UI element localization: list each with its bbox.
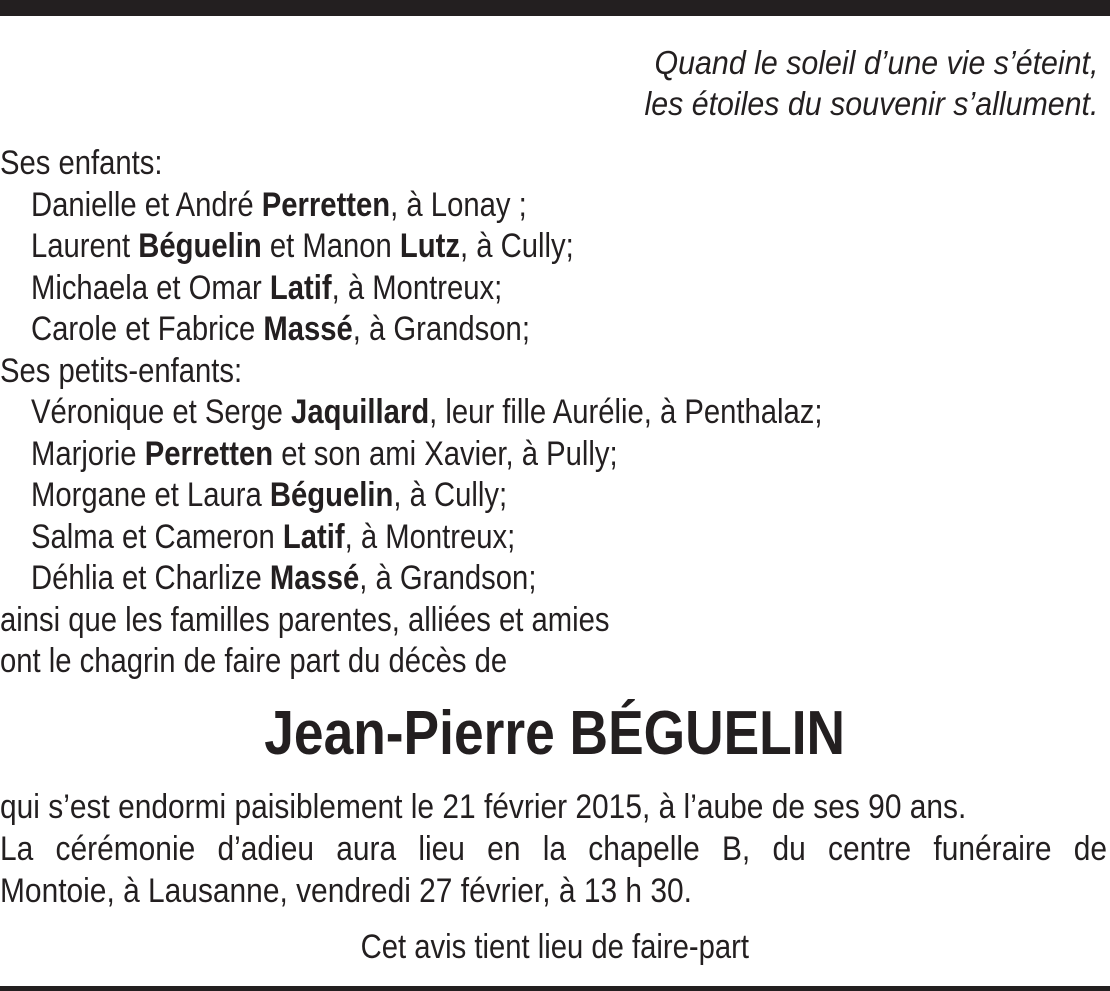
quote-line-2: les étoiles du souvenir s’allument. [644, 85, 1098, 122]
family-name: Latif [269, 268, 332, 307]
list-item [0, 309, 955, 351]
list-item-text: Laurent [30, 227, 139, 265]
list-item-text: , à Grandson; [352, 310, 530, 348]
deceased-name [0, 692, 1110, 776]
list-item-text: , à Grandson; [359, 559, 537, 597]
family-name: Béguelin [269, 476, 394, 514]
announce-line: ont le chagrin de faire part du décès de [0, 642, 508, 680]
list-item [0, 268, 955, 310]
list-item [0, 185, 955, 227]
list-item [0, 475, 955, 517]
family-name: Jaquillard [291, 393, 430, 431]
children-heading: Ses enfants: [0, 144, 163, 182]
list-item [0, 434, 955, 476]
family-name: Perretten [144, 434, 274, 473]
list-item-text: et son ami Xavier, à Pully; [273, 434, 618, 473]
list-item-text: , à Lonay ; [390, 185, 527, 224]
family-list [0, 143, 1110, 683]
list-item-text: Salma et Cameron [30, 517, 283, 556]
family-name: Lutz [399, 227, 460, 265]
list-item-text: Carole et Fabrice [30, 310, 264, 348]
families-line: ainsi que les familles parentes, alliées et amies [0, 600, 610, 639]
list-item-text: Danielle et André [30, 185, 262, 224]
list-item [0, 558, 955, 600]
deceased-name-text: Jean-Pierre BÉGUELIN [264, 699, 846, 768]
list-item-text: Véronique et Serge [30, 393, 292, 431]
list-item-text: , à Montreux; [331, 268, 503, 307]
list-item [0, 517, 955, 559]
epigraph-quote [644, 42, 1098, 124]
paragraph-line-2: La cérémonie d’adieu aura lieu en la chapelle B, du centre funéraire de [0, 830, 1108, 868]
list-item-text: Michaela et Omar [30, 268, 270, 307]
family-name: Perretten [261, 185, 391, 224]
paragraph-line-1: qui s’est endormi paisiblement le 21 février 2015, à l’aube de ses 90 ans. [0, 788, 967, 826]
family-name: Massé [263, 310, 353, 348]
family-name: Béguelin [138, 227, 262, 265]
list-item-text: , à Montreux; [344, 517, 516, 556]
footer-text: Cet avis tient lieu de faire-part [360, 928, 750, 966]
quote-line-1: Quand le soleil d’une vie s’éteint, [654, 44, 1098, 81]
footer-note [0, 926, 1110, 968]
family-name: Latif [282, 517, 345, 556]
list-item-text: , à Cully; [459, 227, 574, 265]
paragraph-line-3: Montoie, à Lausanne, vendredi 27 février, à 13 h 30. [0, 872, 692, 910]
bottom-rule [0, 986, 1110, 991]
grandchildren-heading: Ses petits-enfants: [0, 351, 243, 390]
list-item-text: , à Cully; [393, 476, 508, 514]
top-rule [0, 0, 1110, 16]
list-item-text: Morgane et Laura [30, 476, 270, 514]
list-item [0, 226, 955, 268]
list-item [0, 392, 955, 434]
list-item-text: et Manon [261, 227, 400, 265]
family-name: Massé [269, 559, 360, 597]
ceremony-paragraph [0, 786, 1110, 912]
list-item-text: Marjorie [30, 434, 145, 473]
list-item-text: , leur fille Aurélie, à Penthalaz; [429, 393, 823, 431]
list-item-text: Déhlia et Charlize [30, 559, 270, 597]
